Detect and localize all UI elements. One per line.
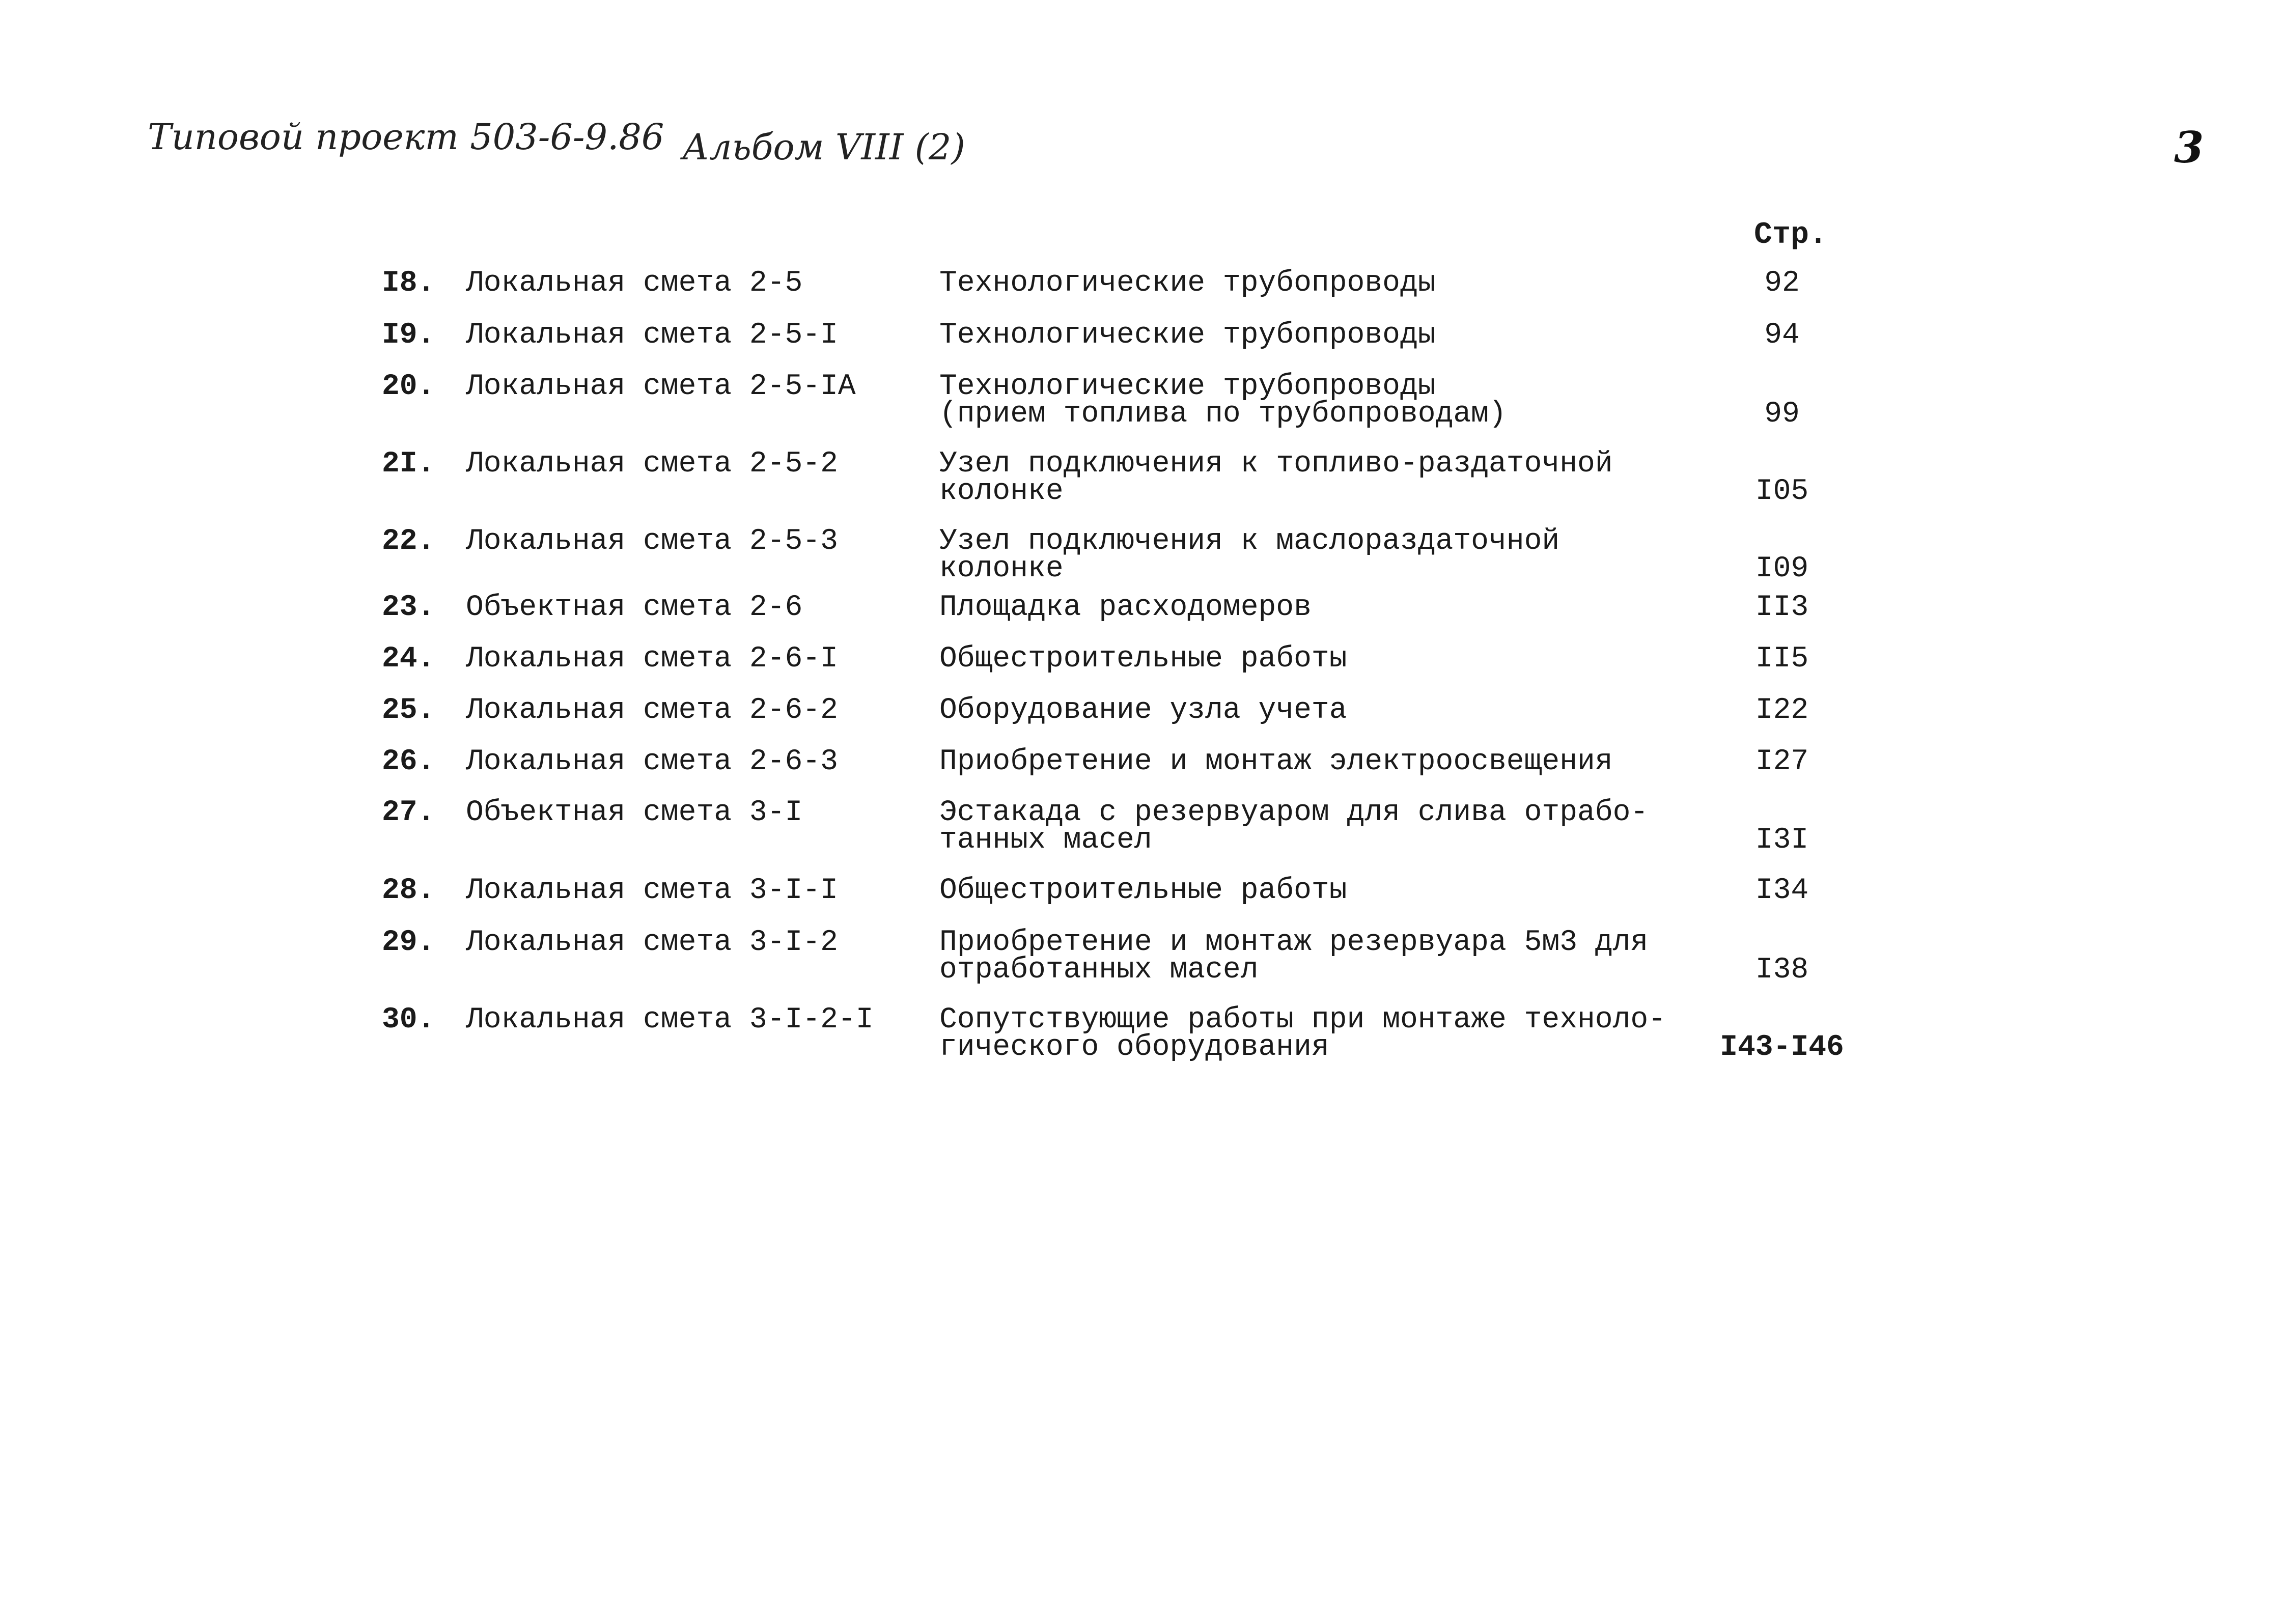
row-number: 29. [382,926,435,959]
row-number: 2I. [382,447,435,481]
row-number: 25. [382,694,435,727]
row-description [939,591,1611,624]
row-description [939,447,1613,508]
header-project: Типовой проект 503-6-9.86 [148,116,664,158]
row-description [939,267,1611,300]
row-description-line: Узел подключения к топливо-раздаточной [939,447,1613,481]
row-document: Локальная смета 2-6-2 [466,694,838,727]
row-page: I09 [1755,552,1809,585]
row-description [939,642,1611,676]
row-number: 23. [382,591,435,624]
row-document: Локальная смета 3-I-2-I [466,1003,874,1037]
row-description-line: Сопутствующие работы при монтаже техноло- [939,1003,1666,1037]
row-page: I34 [1755,874,1809,907]
row-description-line: Технологические трубопроводы [939,267,1436,300]
page-number: 3 [2174,122,2204,173]
row-number: 28. [382,874,435,907]
row-description-line: Эстакада с резервуаром для слива отрабо- [939,796,1649,829]
row-description [939,745,1613,778]
row-description [939,319,1611,352]
row-description-line: Узел подключения к маслораздаточной [939,525,1560,558]
row-description-line: Оборудование узла учета [939,694,1347,727]
row-description-line: (прием топлива по трубопроводам) [939,398,1507,431]
row-document: Локальная смета 2-5-2 [466,447,838,481]
row-page: I05 [1755,475,1809,508]
row-description [939,370,1611,431]
row-description-line: Технологические трубопроводы [939,370,1436,403]
row-page: 94 [1764,319,1800,352]
row-page: I43-I46 [1720,1031,1844,1064]
row-description-line: Приобретение и монтаж электроосвещения [939,745,1613,778]
row-number: 27. [382,796,435,829]
row-description [939,694,1611,727]
row-document: Объектная смета 2-6 [466,591,803,624]
row-page: I27 [1755,745,1809,778]
row-document: Локальная смета 2-5-3 [466,525,838,558]
row-description-line: Общестроительные работы [939,874,1347,907]
row-description-line: танных масел [939,824,1152,857]
row-page: 99 [1764,398,1800,431]
row-page: 92 [1764,267,1800,300]
row-description [939,796,1649,857]
row-description-line: Общестроительные работы [939,642,1347,676]
row-page: II5 [1755,642,1809,676]
row-document: Локальная смета 2-5 [466,267,803,300]
row-number: 22. [382,525,435,558]
row-description [939,1003,1666,1064]
row-number: 24. [382,642,435,676]
row-document: Локальная смета 3-I-I [466,874,838,907]
row-document: Локальная смета 2-5-I [466,319,838,352]
row-number: I8. [382,267,435,300]
row-document: Локальная смета 2-6-I [466,642,838,676]
row-number: 30. [382,1003,435,1037]
row-page: I22 [1755,694,1809,727]
row-description-line: Площадка расходомеров [939,591,1312,624]
row-number: 20. [382,370,435,403]
row-document: Объектная смета 3-I [466,796,803,829]
row-document: Локальная смета 2-6-3 [466,745,838,778]
row-description-line: колонке [939,552,1064,585]
row-page: I38 [1755,954,1809,987]
row-description-line: колонке [939,475,1064,508]
row-number: 26. [382,745,435,778]
row-description-line: Технологические трубопроводы [939,319,1436,352]
page-column-header: Стр. [1754,218,1828,253]
row-page: II3 [1755,591,1809,624]
row-number: I9. [382,319,435,352]
row-description-line: отработанных масел [939,954,1259,987]
row-description [939,525,1611,585]
row-description-line: Приобретение и монтаж резервуара 5м3 для [939,926,1649,959]
row-document: Локальная смета 3-I-2 [466,926,838,959]
row-description-line: гического оборудования [939,1031,1329,1064]
row-description [939,926,1649,987]
row-description [939,874,1611,907]
row-document: Локальная смета 2-5-IA [466,370,856,403]
header-album: Альбом VIII (2) [682,126,965,168]
row-page: I3I [1755,824,1809,857]
